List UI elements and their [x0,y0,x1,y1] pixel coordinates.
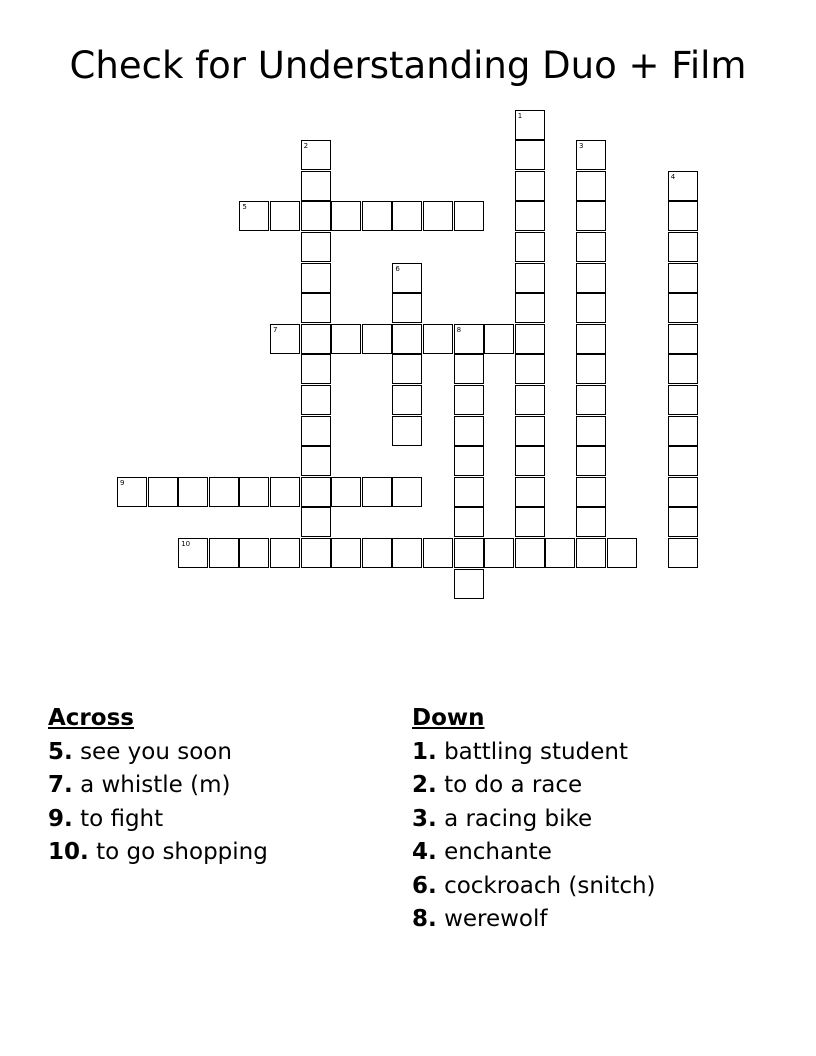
grid-cell[interactable] [392,293,422,323]
grid-cell[interactable] [454,416,484,446]
grid-cell[interactable] [515,201,545,231]
clue-number-label: 6 [395,264,400,273]
grid-cell[interactable] [423,201,453,231]
grid-cell[interactable] [331,538,361,568]
grid-cell[interactable] [576,293,606,323]
clue-text: to go shopping [96,839,268,865]
grid-cell[interactable] [576,416,606,446]
grid-cell[interactable] [576,171,606,201]
grid-cell[interactable] [668,416,698,446]
clue-number-label: 7 [273,325,278,334]
down-clues [412,702,656,937]
grid-cell[interactable] [331,324,361,354]
grid-cell[interactable] [362,324,392,354]
grid-cell[interactable] [576,507,606,537]
grid-cell[interactable] [301,354,331,384]
grid-cell[interactable] [515,446,545,476]
clue-text: cockroach (snitch) [444,872,656,899]
grid-cell[interactable] [484,538,514,568]
page-title: Check for Understanding Duo + Film [69,44,747,87]
grid-cell[interactable] [576,446,606,476]
grid-cell[interactable] [362,201,392,231]
grid-cell[interactable] [668,293,698,323]
grid-cell[interactable] [515,477,545,507]
grid-cell[interactable] [515,232,545,262]
grid-cell[interactable] [454,538,484,568]
grid-cell[interactable] [668,477,698,507]
grid-cell[interactable] [576,263,606,293]
grid-cell[interactable] [178,538,208,568]
clue-text: a whistle (m) [80,772,231,798]
grid-cell[interactable] [668,171,698,201]
grid-cell[interactable] [454,354,484,384]
clue-across-5 [48,736,268,770]
clue-down-4 [412,836,656,870]
clue-down-1 [412,736,656,770]
clue-number: 10. [48,839,89,865]
grid-cell[interactable] [454,446,484,476]
grid-cell[interactable] [301,507,331,537]
clue-number: 2. [412,772,437,798]
grid-cell[interactable] [454,201,484,231]
grid-cell[interactable] [668,385,698,415]
clue-number-label: 3 [579,142,584,151]
down-heading: Down [412,705,485,731]
grid-cell[interactable] [576,232,606,262]
grid-cell[interactable] [454,477,484,507]
grid-cell[interactable] [668,324,698,354]
grid-cell[interactable] [515,140,545,170]
grid-cell[interactable] [576,201,606,231]
grid-cell[interactable] [301,293,331,323]
grid-cell[interactable] [117,477,147,507]
clue-number-label: 4 [670,172,676,181]
clue-number-label: 1 [517,111,523,120]
grid-cell[interactable] [270,324,300,354]
grid-cell[interactable] [301,324,331,354]
grid-cell[interactable] [515,293,545,323]
grid-cell[interactable] [515,324,545,354]
grid-cell[interactable] [515,171,545,201]
grid-cell[interactable] [392,385,422,415]
grid-cell[interactable] [270,477,300,507]
grid-cell[interactable] [454,324,484,354]
grid-cell[interactable] [515,263,545,293]
grid-cell[interactable] [668,538,698,568]
grid-cell[interactable] [668,232,698,262]
grid-cell[interactable] [392,538,422,568]
clue-number-label: 9 [120,478,125,487]
grid-cell[interactable] [362,538,392,568]
grid-cell[interactable] [576,354,606,384]
clue-down-2 [412,769,656,803]
clue-down-6 [412,870,656,904]
grid-cell[interactable] [515,385,545,415]
grid-cell[interactable] [392,201,422,231]
grid-cell[interactable] [576,477,606,507]
grid-cell[interactable] [178,477,208,507]
grid-cell[interactable] [668,354,698,384]
grid-cell[interactable] [301,416,331,446]
grid-cell[interactable] [668,201,698,231]
across-heading: Across [48,705,134,731]
grid-cell[interactable] [392,354,422,384]
grid-cell[interactable] [239,538,269,568]
clue-number: 5. [48,738,73,765]
grid-cell[interactable] [668,446,698,476]
grid-cell[interactable] [301,385,331,415]
clue-number: 8. [412,906,437,932]
clue-text: to do a race [444,772,583,798]
grid-cell[interactable] [515,538,545,568]
clue-text: battling student [444,738,628,765]
clue-text: see you soon [80,738,232,765]
grid-cell[interactable] [301,201,331,231]
grid-cell[interactable] [515,507,545,537]
grid-cell[interactable] [239,477,269,507]
grid-cell[interactable] [423,324,453,354]
grid-cell[interactable] [392,324,422,354]
grid-cell[interactable] [392,263,422,293]
clue-across-7 [48,769,268,803]
grid-cell[interactable] [270,201,300,231]
grid-cell[interactable] [301,232,331,262]
grid-cell[interactable] [515,416,545,446]
grid-cell[interactable] [148,477,178,507]
grid-cell[interactable] [301,171,331,201]
grid-cell[interactable] [301,140,331,170]
grid-cell[interactable] [239,201,269,231]
clue-text: enchante [444,839,552,865]
clue-number-label: 5 [242,203,247,212]
grid-cell[interactable] [668,507,698,537]
grid-cell[interactable] [454,507,484,537]
grid-cell[interactable] [545,538,575,568]
grid-cell[interactable] [392,477,422,507]
grid-cell[interactable] [515,354,545,384]
clue-number: 9. [48,805,73,832]
grid-cell[interactable] [392,416,422,446]
grid-cell[interactable] [331,201,361,231]
grid-cell[interactable] [301,477,331,507]
clue-number: 4. [412,839,437,865]
clue-number: 6. [412,872,437,899]
clue-across-9 [48,803,268,837]
grid-cell[interactable] [209,538,239,568]
across-clues [48,702,268,870]
grid-cell[interactable] [668,263,698,293]
clue-number: 1. [412,738,437,765]
clue-number-label: 2 [303,142,309,151]
clue-number-label: 10 [181,539,191,548]
grid-cell[interactable] [423,538,453,568]
clue-text: a racing bike [444,805,593,832]
clue-number: 3. [412,805,437,832]
clue-down-3 [412,803,656,837]
grid-cell[interactable] [301,446,331,476]
clue-text: to fight [80,805,164,832]
grid-cell[interactable] [270,538,300,568]
grid-cell[interactable] [515,110,545,140]
grid-cell[interactable] [484,324,514,354]
grid-cell[interactable] [331,477,361,507]
clue-text: werewolf [444,906,548,932]
grid-cell[interactable] [454,385,484,415]
grid-cell[interactable] [576,140,606,170]
clue-across-10 [48,836,268,870]
grid-cell[interactable] [454,569,484,599]
grid-cell[interactable] [209,477,239,507]
grid-cell[interactable] [301,538,331,568]
grid-cell[interactable] [576,385,606,415]
grid-cell[interactable] [362,477,392,507]
clue-number: 7. [48,772,73,798]
clue-number-label: 8 [456,325,462,334]
clue-down-8 [412,903,656,937]
grid-cell[interactable] [576,324,606,354]
grid-cell[interactable] [301,263,331,293]
grid-cell[interactable] [576,538,606,568]
grid-cell[interactable] [607,538,637,568]
